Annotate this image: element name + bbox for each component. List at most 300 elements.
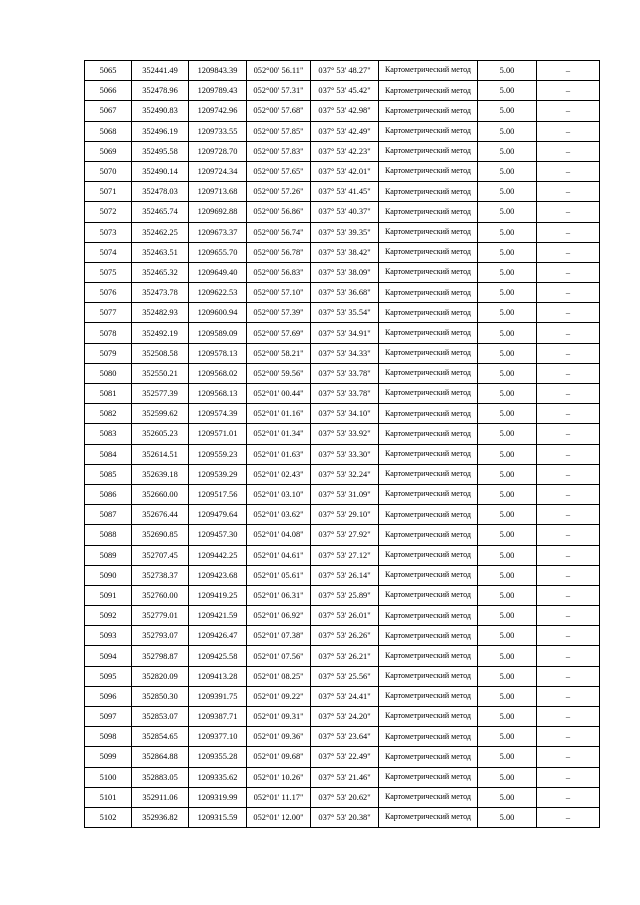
longitude-cell: 037° 53' 32.24" [311,464,379,484]
note-cell: – [537,525,600,545]
note-cell: – [537,444,600,464]
table-row [85,686,600,706]
y-coordinate-cell: 1209571.01 [189,424,247,444]
latitude-cell: 052°01' 10.26" [247,767,311,787]
x-coordinate-cell: 352676.44 [132,505,189,525]
point-number-cell: 5101 [85,787,132,807]
point-number-cell: 5087 [85,505,132,525]
latitude-cell: 052°01' 03.10" [247,484,311,504]
table-row [85,343,600,363]
longitude-cell: 037° 53' 38.42" [311,242,379,262]
note-cell: – [537,161,600,181]
latitude-cell: 052°00' 57.85" [247,121,311,141]
accuracy-cell: 5.00 [478,525,537,545]
accuracy-cell: 5.00 [478,727,537,747]
point-number-cell: 5084 [85,444,132,464]
latitude-cell: 052°00' 59.56" [247,363,311,383]
accuracy-cell: 5.00 [478,61,537,81]
longitude-cell: 037° 53' 48.27" [311,61,379,81]
note-cell: – [537,626,600,646]
latitude-cell: 052°01' 03.62" [247,505,311,525]
note-cell: – [537,464,600,484]
point-number-cell: 5096 [85,686,132,706]
point-number-cell: 5079 [85,343,132,363]
note-cell: – [537,707,600,727]
x-coordinate-cell: 352850.30 [132,686,189,706]
note-cell: – [537,363,600,383]
point-number-cell: 5073 [85,222,132,242]
table-row [85,727,600,747]
latitude-cell: 052°00' 57.83" [247,141,311,161]
y-coordinate-cell: 1209423.68 [189,565,247,585]
latitude-cell: 052°01' 00.44" [247,384,311,404]
y-coordinate-cell: 1209413.28 [189,666,247,686]
method-cell: Картометрический метод [379,686,478,706]
latitude-cell: 052°00' 56.74" [247,222,311,242]
coordinates-table [84,60,600,828]
note-cell: – [537,807,600,827]
x-coordinate-cell: 352492.19 [132,323,189,343]
method-cell: Картометрический метод [379,242,478,262]
longitude-cell: 037° 53' 31.09" [311,484,379,504]
point-number-cell: 5065 [85,61,132,81]
point-number-cell: 5080 [85,363,132,383]
y-coordinate-cell: 1209578.13 [189,343,247,363]
point-number-cell: 5098 [85,727,132,747]
accuracy-cell: 5.00 [478,404,537,424]
longitude-cell: 037° 53' 20.62" [311,787,379,807]
method-cell: Картометрический метод [379,222,478,242]
table-row [85,646,600,666]
point-number-cell: 5094 [85,646,132,666]
latitude-cell: 052°00' 57.68" [247,101,311,121]
point-number-cell: 5089 [85,545,132,565]
accuracy-cell: 5.00 [478,444,537,464]
note-cell: – [537,222,600,242]
table-row [85,323,600,343]
x-coordinate-cell: 352441.49 [132,61,189,81]
latitude-cell: 052°00' 57.10" [247,283,311,303]
method-cell: Картометрический метод [379,343,478,363]
point-number-cell: 5097 [85,707,132,727]
point-number-cell: 5083 [85,424,132,444]
x-coordinate-cell: 352490.83 [132,101,189,121]
point-number-cell: 5072 [85,202,132,222]
method-cell: Картометрический метод [379,363,478,383]
note-cell: – [537,323,600,343]
longitude-cell: 037° 53' 25.89" [311,585,379,605]
longitude-cell: 037° 53' 34.33" [311,343,379,363]
note-cell: – [537,121,600,141]
table-row [85,787,600,807]
x-coordinate-cell: 352911.06 [132,787,189,807]
longitude-cell: 037° 53' 26.21" [311,646,379,666]
accuracy-cell: 5.00 [478,202,537,222]
table-row [85,81,600,101]
note-cell: – [537,303,600,323]
accuracy-cell: 5.00 [478,262,537,282]
x-coordinate-cell: 352605.23 [132,424,189,444]
y-coordinate-cell: 1209319.99 [189,787,247,807]
note-cell: – [537,202,600,222]
y-coordinate-cell: 1209559.23 [189,444,247,464]
table-row [85,525,600,545]
accuracy-cell: 5.00 [478,384,537,404]
accuracy-cell: 5.00 [478,646,537,666]
accuracy-cell: 5.00 [478,363,537,383]
note-cell: – [537,747,600,767]
latitude-cell: 052°00' 58.21" [247,343,311,363]
y-coordinate-cell: 1209355.28 [189,747,247,767]
x-coordinate-cell: 352462.25 [132,222,189,242]
method-cell: Картометрический метод [379,161,478,181]
longitude-cell: 037° 53' 33.30" [311,444,379,464]
point-number-cell: 5100 [85,767,132,787]
longitude-cell: 037° 53' 26.14" [311,565,379,585]
latitude-cell: 052°01' 12.00" [247,807,311,827]
y-coordinate-cell: 1209568.02 [189,363,247,383]
method-cell: Картометрический метод [379,464,478,484]
table-row [85,565,600,585]
accuracy-cell: 5.00 [478,767,537,787]
method-cell: Картометрический метод [379,81,478,101]
latitude-cell: 052°01' 01.34" [247,424,311,444]
point-number-cell: 5102 [85,807,132,827]
accuracy-cell: 5.00 [478,101,537,121]
table-row [85,707,600,727]
method-cell: Картометрический метод [379,646,478,666]
accuracy-cell: 5.00 [478,81,537,101]
method-cell: Картометрический метод [379,384,478,404]
x-coordinate-cell: 352465.74 [132,202,189,222]
table-row [85,101,600,121]
note-cell: – [537,484,600,504]
x-coordinate-cell: 352478.03 [132,182,189,202]
method-cell: Картометрический метод [379,202,478,222]
accuracy-cell: 5.00 [478,161,537,181]
longitude-cell: 037° 53' 22.49" [311,747,379,767]
table-row [85,262,600,282]
latitude-cell: 052°00' 57.65" [247,161,311,181]
table-row [85,404,600,424]
longitude-cell: 037° 53' 27.92" [311,525,379,545]
latitude-cell: 052°01' 09.22" [247,686,311,706]
method-cell: Картометрический метод [379,505,478,525]
longitude-cell: 037° 53' 33.78" [311,363,379,383]
accuracy-cell: 5.00 [478,585,537,605]
accuracy-cell: 5.00 [478,807,537,827]
y-coordinate-cell: 1209517.56 [189,484,247,504]
method-cell: Картометрический метод [379,283,478,303]
note-cell: – [537,343,600,363]
y-coordinate-cell: 1209387.71 [189,707,247,727]
x-coordinate-cell: 352496.19 [132,121,189,141]
table-row [85,545,600,565]
method-cell: Картометрический метод [379,626,478,646]
latitude-cell: 052°01' 06.92" [247,606,311,626]
y-coordinate-cell: 1209377.10 [189,727,247,747]
table-row [85,384,600,404]
x-coordinate-cell: 352883.05 [132,767,189,787]
note-cell: – [537,384,600,404]
method-cell: Картометрический метод [379,606,478,626]
table-row [85,807,600,827]
longitude-cell: 037° 53' 26.01" [311,606,379,626]
point-number-cell: 5088 [85,525,132,545]
point-number-cell: 5085 [85,464,132,484]
y-coordinate-cell: 1209315.59 [189,807,247,827]
accuracy-cell: 5.00 [478,626,537,646]
method-cell: Картометрический метод [379,767,478,787]
longitude-cell: 037° 53' 33.78" [311,384,379,404]
longitude-cell: 037° 53' 42.23" [311,141,379,161]
table-row [85,606,600,626]
x-coordinate-cell: 352482.93 [132,303,189,323]
longitude-cell: 037° 53' 41.45" [311,182,379,202]
table-row [85,182,600,202]
note-cell: – [537,585,600,605]
note-cell: – [537,141,600,161]
latitude-cell: 052°01' 01.16" [247,404,311,424]
longitude-cell: 037° 53' 33.92" [311,424,379,444]
longitude-cell: 037° 53' 20.38" [311,807,379,827]
latitude-cell: 052°00' 56.83" [247,262,311,282]
method-cell: Картометрический метод [379,525,478,545]
latitude-cell: 052°01' 09.36" [247,727,311,747]
note-cell: – [537,787,600,807]
table-row [85,444,600,464]
note-cell: – [537,686,600,706]
y-coordinate-cell: 1209789.43 [189,81,247,101]
method-cell: Картометрический метод [379,585,478,605]
point-number-cell: 5086 [85,484,132,504]
table-row [85,464,600,484]
latitude-cell: 052°01' 06.31" [247,585,311,605]
method-cell: Картометрический метод [379,727,478,747]
y-coordinate-cell: 1209568.13 [189,384,247,404]
longitude-cell: 037° 53' 40.37" [311,202,379,222]
longitude-cell: 037° 53' 24.41" [311,686,379,706]
y-coordinate-cell: 1209589.09 [189,323,247,343]
note-cell: – [537,666,600,686]
longitude-cell: 037° 53' 45.42" [311,81,379,101]
x-coordinate-cell: 352707.45 [132,545,189,565]
method-cell: Картометрический метод [379,484,478,504]
y-coordinate-cell: 1209421.59 [189,606,247,626]
accuracy-cell: 5.00 [478,242,537,262]
table-row [85,363,600,383]
x-coordinate-cell: 352820.09 [132,666,189,686]
method-cell: Картометрический метод [379,121,478,141]
table-row [85,242,600,262]
latitude-cell: 052°00' 56.78" [247,242,311,262]
latitude-cell: 052°01' 02.43" [247,464,311,484]
table-row [85,141,600,161]
latitude-cell: 052°00' 57.69" [247,323,311,343]
method-cell: Картометрический метод [379,182,478,202]
latitude-cell: 052°01' 09.68" [247,747,311,767]
y-coordinate-cell: 1209728.70 [189,141,247,161]
table-row [85,121,600,141]
x-coordinate-cell: 352614.51 [132,444,189,464]
x-coordinate-cell: 352508.58 [132,343,189,363]
latitude-cell: 052°01' 11.17" [247,787,311,807]
y-coordinate-cell: 1209335.62 [189,767,247,787]
longitude-cell: 037° 53' 36.68" [311,283,379,303]
point-number-cell: 5091 [85,585,132,605]
point-number-cell: 5078 [85,323,132,343]
accuracy-cell: 5.00 [478,343,537,363]
method-cell: Картометрический метод [379,545,478,565]
table-row [85,61,600,81]
method-cell: Картометрический метод [379,404,478,424]
longitude-cell: 037° 53' 39.35" [311,222,379,242]
x-coordinate-cell: 352779.01 [132,606,189,626]
method-cell: Картометрический метод [379,747,478,767]
point-number-cell: 5077 [85,303,132,323]
table-row [85,747,600,767]
method-cell: Картометрический метод [379,141,478,161]
y-coordinate-cell: 1209425.58 [189,646,247,666]
longitude-cell: 037° 53' 34.91" [311,323,379,343]
longitude-cell: 037° 53' 42.98" [311,101,379,121]
latitude-cell: 052°01' 08.25" [247,666,311,686]
x-coordinate-cell: 352660.00 [132,484,189,504]
note-cell: – [537,242,600,262]
method-cell: Картометрический метод [379,61,478,81]
accuracy-cell: 5.00 [478,464,537,484]
y-coordinate-cell: 1209622.53 [189,283,247,303]
latitude-cell: 052°01' 04.08" [247,525,311,545]
longitude-cell: 037° 53' 23.64" [311,727,379,747]
y-coordinate-cell: 1209442.25 [189,545,247,565]
point-number-cell: 5082 [85,404,132,424]
latitude-cell: 052°01' 09.31" [247,707,311,727]
latitude-cell: 052°01' 01.63" [247,444,311,464]
accuracy-cell: 5.00 [478,182,537,202]
point-number-cell: 5069 [85,141,132,161]
accuracy-cell: 5.00 [478,505,537,525]
note-cell: – [537,61,600,81]
method-cell: Картометрический метод [379,666,478,686]
y-coordinate-cell: 1209600.94 [189,303,247,323]
y-coordinate-cell: 1209673.37 [189,222,247,242]
note-cell: – [537,182,600,202]
point-number-cell: 5095 [85,666,132,686]
note-cell: – [537,545,600,565]
method-cell: Картометрический метод [379,787,478,807]
x-coordinate-cell: 352465.32 [132,262,189,282]
point-number-cell: 5071 [85,182,132,202]
latitude-cell: 052°00' 57.31" [247,81,311,101]
y-coordinate-cell: 1209742.96 [189,101,247,121]
point-number-cell: 5092 [85,606,132,626]
accuracy-cell: 5.00 [478,424,537,444]
table-row [85,202,600,222]
x-coordinate-cell: 352463.51 [132,242,189,262]
accuracy-cell: 5.00 [478,787,537,807]
point-number-cell: 5076 [85,283,132,303]
y-coordinate-cell: 1209391.75 [189,686,247,706]
y-coordinate-cell: 1209843.39 [189,61,247,81]
latitude-cell: 052°00' 56.11" [247,61,311,81]
point-number-cell: 5093 [85,626,132,646]
accuracy-cell: 5.00 [478,545,537,565]
x-coordinate-cell: 352936.82 [132,807,189,827]
x-coordinate-cell: 352473.78 [132,283,189,303]
x-coordinate-cell: 352760.00 [132,585,189,605]
point-number-cell: 5070 [85,161,132,181]
table-row [85,666,600,686]
latitude-cell: 052°00' 56.86" [247,202,311,222]
method-cell: Картометрический метод [379,101,478,121]
method-cell: Картометрический метод [379,707,478,727]
method-cell: Картометрический метод [379,807,478,827]
x-coordinate-cell: 352738.37 [132,565,189,585]
method-cell: Картометрический метод [379,444,478,464]
x-coordinate-cell: 352690.85 [132,525,189,545]
note-cell: – [537,565,600,585]
table-row [85,767,600,787]
point-number-cell: 5074 [85,242,132,262]
point-number-cell: 5075 [85,262,132,282]
note-cell: – [537,262,600,282]
latitude-cell: 052°00' 57.26" [247,182,311,202]
method-cell: Картометрический метод [379,262,478,282]
longitude-cell: 037° 53' 42.49" [311,121,379,141]
longitude-cell: 037° 53' 25.56" [311,666,379,686]
accuracy-cell: 5.00 [478,565,537,585]
accuracy-cell: 5.00 [478,686,537,706]
latitude-cell: 052°01' 07.56" [247,646,311,666]
latitude-cell: 052°00' 57.39" [247,303,311,323]
y-coordinate-cell: 1209649.40 [189,262,247,282]
latitude-cell: 052°01' 05.61" [247,565,311,585]
latitude-cell: 052°01' 07.38" [247,626,311,646]
x-coordinate-cell: 352550.21 [132,363,189,383]
point-number-cell: 5068 [85,121,132,141]
note-cell: – [537,81,600,101]
table-row [85,626,600,646]
accuracy-cell: 5.00 [478,222,537,242]
y-coordinate-cell: 1209574.39 [189,404,247,424]
x-coordinate-cell: 352853.07 [132,707,189,727]
accuracy-cell: 5.00 [478,666,537,686]
accuracy-cell: 5.00 [478,484,537,504]
longitude-cell: 037° 53' 21.46" [311,767,379,787]
longitude-cell: 037° 53' 34.10" [311,404,379,424]
longitude-cell: 037° 53' 24.20" [311,707,379,727]
note-cell: – [537,646,600,666]
longitude-cell: 037° 53' 35.54" [311,303,379,323]
note-cell: – [537,727,600,747]
latitude-cell: 052°01' 04.61" [247,545,311,565]
x-coordinate-cell: 352864.88 [132,747,189,767]
x-coordinate-cell: 352854.65 [132,727,189,747]
y-coordinate-cell: 1209426.47 [189,626,247,646]
y-coordinate-cell: 1209713.68 [189,182,247,202]
accuracy-cell: 5.00 [478,323,537,343]
y-coordinate-cell: 1209479.64 [189,505,247,525]
table-row [85,283,600,303]
note-cell: – [537,283,600,303]
table-row [85,222,600,242]
longitude-cell: 037° 53' 42.01" [311,161,379,181]
table-row [85,484,600,504]
accuracy-cell: 5.00 [478,707,537,727]
table-row [85,505,600,525]
point-number-cell: 5099 [85,747,132,767]
